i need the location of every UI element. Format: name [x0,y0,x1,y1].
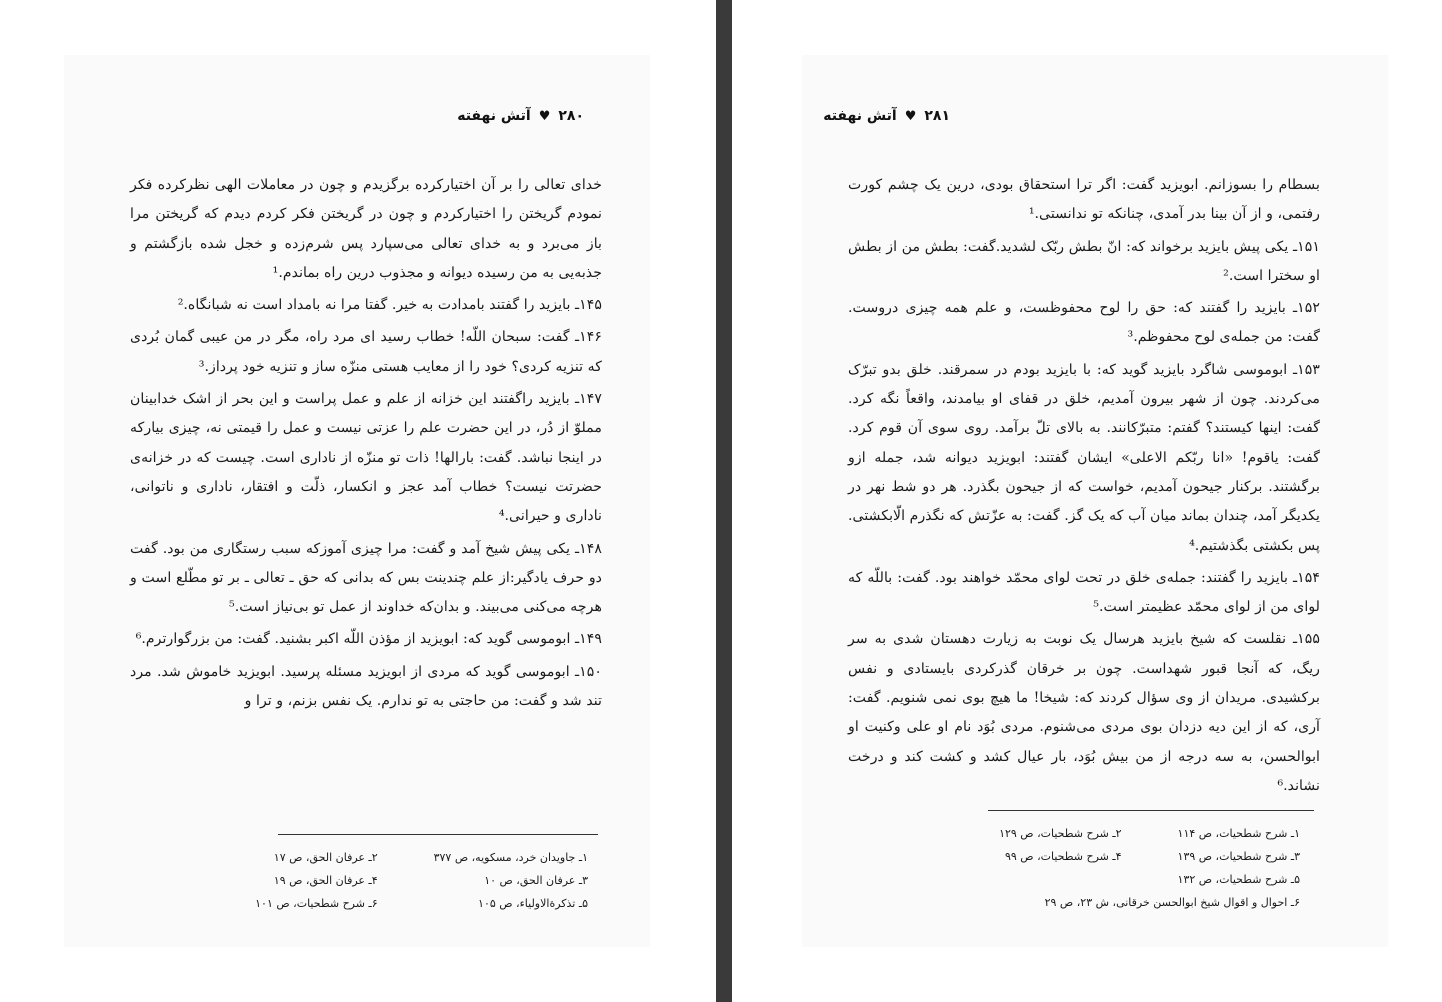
page-header [823,108,950,124]
footnote: ۴ـ عرفان الحق، ص ۱۹ [273,874,378,887]
footnote: ۲ـ شرح شطحیات، ص ۱۲۹ [999,827,1122,840]
page-right [802,55,1388,947]
paragraph: بسطام را بسوزانم. ابویزید گفت: اگر ترا استحقاق بودی، درین یک چشم کورت رفتمی، و از آن بینا بدر آمدی، چنانکه تو ندانستی.¹ [848,177,1320,223]
page-number: ۲۸۰ [558,108,584,124]
footnote: ۱ـ شرح شطحیات، ص ۱۱۴ [1177,827,1300,840]
footnote: ۳ـ عرفان الحق، ص ۱۰ [484,874,588,887]
paragraph: ۱۴۸ـ یکی پیش شیخ آمد و گفت: مرا چیزی آموزکه سبب رستگاری من بود. گفت دو حرف یادگیر:از علم چندینت بس که بدانی که حق ـ تعالی ـ بر تو مطّلع است و هرچه می‌کنی می‌بیند. و بدان‌که خداوند از عمل تو بی‌نیاز است.⁵ [130,540,602,616]
footnote: ۶ـ احوال و اقوال شیخ ابوالحسن خرقانی، ش ۲۳، ص ۲۹ [1044,896,1300,909]
footnote-divider [278,834,598,835]
page-body [848,171,1320,804]
book-title: آتش نهفته [457,108,531,124]
heart-icon: ♥ [904,108,917,124]
paragraph: ۱۴۹ـ ابوموسی گوید که: ابویزید از مؤذن اللّه اکبر بشنید. گفت: من بزرگوارترم.⁶ [135,631,602,648]
footnotes [255,851,588,910]
page-number: ۲۸۱ [924,108,950,124]
footnote: ۵ـ تذکرةالاولیاء، ص ۱۰۵ [478,897,588,910]
footnote: ۶ـ شرح شطحیات، ص ۱۰۱ [255,897,378,910]
footnotes [999,827,1300,909]
page-header [457,108,584,124]
paragraph: ۱۵۳ـ ابوموسی شاگرد بایزید گوید که: با بایزید بودم در سمرقند. خلق بدو تبرّک می‌کردند. چون از شهر بیرون آمدیم، خلق در قفای او بیامدند، واقعاً نگه کرد. گفت: اینها کیستند؟ گفتم: متبرّکانند. به بالای تلّ برآمد. روی سوی آن قوم کرد. گفت: یاقوم! «انا ربّکم الاعلی» ایشان گفتند: ابویزید دیوانه شد، جمله ازو برگشتند. برکنار جیحون آمدیم، خواست که از جیحون بگذرد. هر دو شط نهر در یکدیگر آمد، چندان بماند میان آب که یک گز. گفت: به عزّتش که نگذرم الّابکشتی. پس بکشتی بگذشتیم.⁴ [848,361,1320,554]
footnote: ۲ـ عرفان الحق، ص ۱۷ [273,851,378,864]
paragraph: ۱۵۱ـ یکی پیش بایزید برخواند که: انّ بطش ربّک لشدید.گفت: بطش من از بطش او سخترا است.² [848,238,1320,284]
heart-icon: ♥ [538,108,551,124]
page-gutter [716,0,732,1002]
paragraph: ۱۴۷ـ بایزید راگفتند این خزانه از علم و عمل پراست و این بحر از اشک خدابینان مملوّ از دُر، در این حضرت علم را عزتی نیست و عمل را قیمتی نه، چیزی بیارکه در اینجا نباشد. گفت: بارالها! ذات تو منزّه از ناداری است. چیست که در خزانه‌ی حضرتت نیست؟ خطاب آمد عجز و انکسار، ذلّت و افتقار، ناداری و ناتوانی، ناداری و حیرانی.⁴ [130,391,602,525]
paragraph: ۱۴۶ـ گفت: سبحان اللّه! خطاب رسید ای مرد راه، مگر در من عیبی گمان بُردی که تنزیه کردی؟ خود را از معایب هستی منزّه ساز و تنزیه خود پرداز.³ [130,329,602,375]
footnote-divider [988,810,1314,811]
paragraph: ۱۵۰ـ ابوموسی گوید که مردی از ابویزید مسئله پرسید. ابویزید خاموش شد. مرد تند شد و گفت: من حاجتی به تو ندارم. یک نفس بزنم، و ترا و [130,663,602,710]
paragraph: ۱۵۵ـ نقلست که شیخ بایزید هرسال یک نوبت به زیارت دهستان شدی به سر ریگ، که آنجا قبور شهداست. چون بر خرقان گذرکردی بایستادی و نفس برکشیدی. مریدان از وی سؤال کردند که: شیخا! ما هیچ بوی نمی شنویم. گفت: آری، که از این دیه دزدان بوی مردی می‌شنوم. مردی بُوَد نام او علی وکنیت او ابوالحسن، به سه درجه از من بیش بُوَد، بار عیال کشد و کشت کند و درخت نشاند.⁶ [848,631,1320,794]
page-body [130,171,602,719]
page-left [64,55,650,947]
footnote: ۳ـ شرح شطحیات، ص ۱۳۹ [1177,850,1300,863]
footnote: ۵ـ شرح شطحیات، ص ۱۳۲ [1177,873,1300,886]
footnote: ۱ـ جاویدان خرد، مسکویه، ص ۳۷۷ [433,851,588,864]
paragraph: ۱۵۴ـ بایزید را گفتند: جمله‌ی خلق در تحت لوای محمّد خواهند بود. گفت: باللّه که لوای من از لوای محمّد عظیمتر است.⁵ [848,569,1320,616]
paragraph: ۱۵۲ـ بایزید را گفتند که: حق را لوح محفوظست، و علم همه چیزی دروست. گفت: من جمله‌ی لوح محفوظم.³ [848,300,1320,346]
book-title: آتش نهفته [823,108,897,124]
paragraph: ۱۴۵ـ بایزید را گفتند بامدادت به خیر. گفتا مرا نه بامداد است نه شبانگاه.² [177,297,602,314]
footnote: ۴ـ شرح شطحیات، ص ۹۹ [1004,850,1122,863]
paragraph: خدای تعالی را بر آن اختیارکرده برگزیدم و چون در معاملات الهی نظرکرده فکر نمودم گریختن را اختیارکردم و چون در گریختن فکر کردم دیدم که گریختن مرا باز می‌برد و به خدای تعالی می‌سپارد پس شرم‌زده و خجل شده بازگشتم و جذبه‌یی به من رسیده دیوانه و مجذوب درین راه بماندم.¹ [130,177,602,281]
